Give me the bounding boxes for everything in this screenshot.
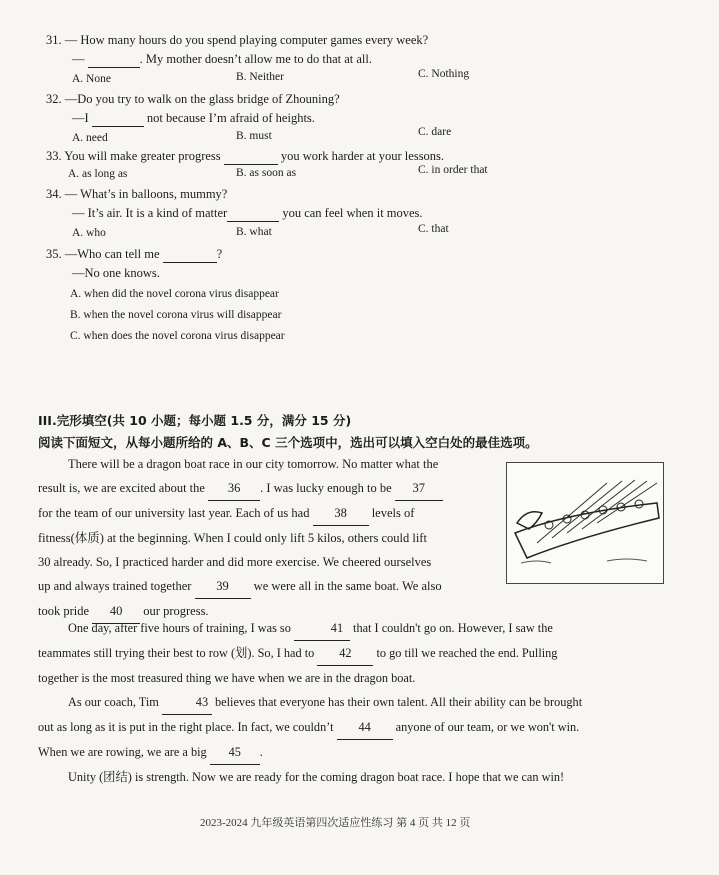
cloze-passage-top — [38, 452, 498, 624]
cloze-blank[interactable]: 39 — [195, 574, 251, 599]
option-b[interactable]: B. when the novel corona virus will disappear — [70, 309, 282, 321]
option-b[interactable]: B. Neither — [236, 71, 284, 83]
cloze-blank[interactable]: 41 — [294, 616, 350, 641]
option-b[interactable]: B. what — [236, 226, 272, 238]
passage-line: 30 already. So, I practiced harder and did more exercise. We cheered ourselves — [38, 555, 432, 569]
answer-line: — It’s air. It is a kind of matter you can feel when it moves. — [72, 206, 423, 220]
option-c[interactable]: C. when does the novel corona virus disappear — [70, 330, 285, 342]
passage-line: One day, after five hours of training, I was so 41 that I couldn't go on. However, I saw the — [38, 616, 663, 641]
option-a[interactable]: A. as long as — [68, 168, 128, 180]
answer-blank[interactable] — [88, 52, 140, 68]
question-stem-start: —Who can tell me — [64, 247, 160, 261]
passage-line: fitness(体质) at the beginning. When I could only lift 5 kilos, others could lift — [38, 531, 427, 545]
section-title: III.完形填空(共 10 小题；每小题 1.5 分，满分 15 分) — [38, 413, 352, 428]
option-c[interactable]: C. dare — [418, 126, 452, 138]
answer-line: —I not because I’m afraid of heights. — [72, 111, 315, 125]
answer-blank[interactable] — [224, 149, 278, 165]
cloze-blank[interactable]: 40 — [92, 599, 140, 624]
answer-blank[interactable] — [92, 111, 144, 127]
option-b[interactable]: B. as soon as — [236, 167, 297, 179]
passage-line: together is the most treasured thing we have when we are in the dragon boat. — [38, 671, 416, 685]
question-34 — [46, 187, 227, 202]
cloze-passage-bottom — [38, 616, 663, 789]
question-stem: —Do you try to walk on the glass bridge of Zhouning? — [64, 92, 340, 106]
question-stem-end: you work harder at your lessons. — [280, 149, 445, 163]
cloze-blank[interactable]: 43 — [162, 690, 212, 715]
passage-line: out as long as it is put in the right place. In fact, we couldn’t 44 anyone of our team, or we won't win. — [38, 715, 663, 740]
question-stem: — How many hours do you spend playing computer games every week? — [64, 33, 429, 47]
option-b[interactable]: B. must — [236, 130, 272, 142]
question-number: 35. — [46, 247, 62, 261]
question-32 — [46, 92, 340, 107]
question-35: 35. —Who can tell me ? — [46, 247, 223, 261]
passage-line: There will be a dragon boat race in our city tomorrow. No matter what the — [68, 457, 439, 471]
passage-line: for the team of our university last year. Each of us had 38 levels of — [38, 501, 498, 526]
question-number: 31. — [46, 33, 62, 47]
dragon-boat-illustration — [506, 462, 664, 584]
option-c[interactable]: C. Nothing — [418, 68, 470, 80]
passage-line: up and always trained together 39 we were all in the same boat. We also — [38, 574, 498, 599]
passage-line: When we are rowing, we are a big 45 . — [38, 740, 663, 765]
question-number: 32. — [46, 92, 62, 106]
option-a[interactable]: A. None — [72, 73, 111, 85]
option-a[interactable]: A. need — [72, 132, 108, 144]
page-footer: 2023-2024 九年级英语第四次适应性练习 第 4 页 共 12 页 — [200, 817, 471, 829]
question-number: 34. — [46, 187, 62, 201]
answer-blank[interactable] — [163, 247, 217, 263]
passage-line: took pride 40 our progress. — [38, 599, 498, 624]
cloze-blank[interactable]: 38 — [313, 501, 369, 526]
cloze-blank[interactable]: 45 — [210, 740, 260, 765]
option-a[interactable]: A. who — [72, 227, 106, 239]
cloze-blank[interactable]: 37 — [395, 476, 443, 501]
option-a[interactable]: A. when did the novel corona virus disappear — [70, 288, 279, 300]
question-stem-start: You will make greater progress — [64, 149, 221, 163]
option-c[interactable]: C. in order that — [418, 164, 488, 176]
answer-line: —No one knows. — [72, 266, 160, 280]
passage-line: result is, we are excited about the 36 . I was lucky enough to be 37 — [38, 476, 498, 501]
question-31 — [46, 33, 428, 48]
option-c[interactable]: C. that — [418, 223, 449, 235]
cloze-blank[interactable]: 42 — [317, 641, 373, 666]
dragon-boat-icon — [507, 463, 663, 583]
cloze-blank[interactable]: 36 — [208, 476, 260, 501]
section-instruction: 阅读下面短文，从每小题所给的 A、B、C 三个选项中，选出可以填入空白处的最佳选项。 — [38, 435, 538, 450]
passage-line: Unity (团结) is strength. Now we are ready for the coming dragon boat race. I hope that we can win! — [68, 770, 565, 784]
passage-line: As our coach, Tim 43 believes that everyone has their own talent. All their ability can be brought — [38, 690, 663, 715]
passage-line: teammates still trying their best to row (划). So, I had to 42 to go till we reached the end. Pulling — [38, 641, 663, 666]
cloze-blank[interactable]: 44 — [337, 715, 393, 740]
answer-blank[interactable] — [227, 206, 279, 222]
question-stem: — What’s in balloons, mummy? — [64, 187, 228, 201]
question-33 — [46, 149, 444, 165]
question-number: 33. — [46, 149, 62, 163]
answer-line: — . My mother doesn’t allow me to do that at all. — [72, 52, 372, 66]
